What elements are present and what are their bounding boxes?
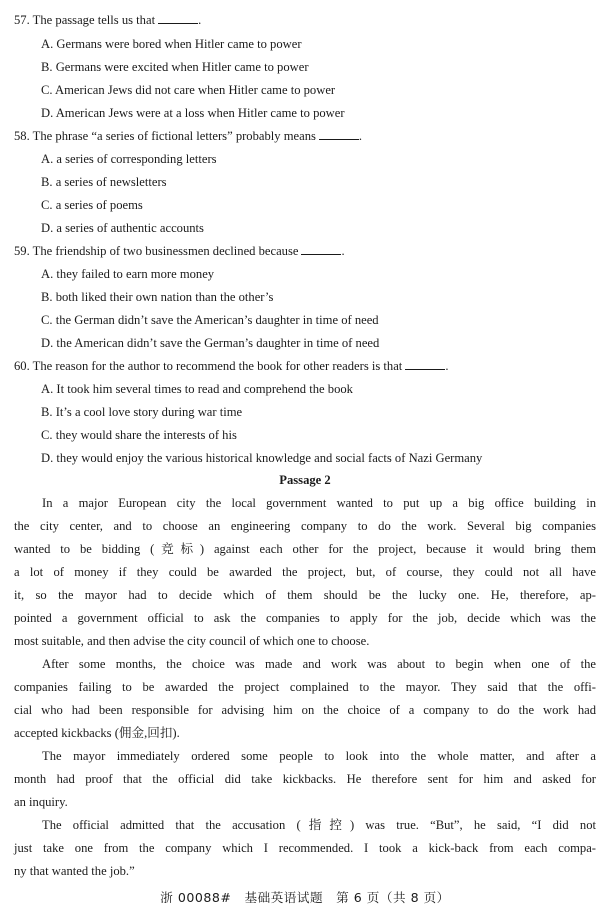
- passage-line: just take one from the company which I recommended. I took a kick-back from each compa-: [14, 841, 596, 855]
- option-57d: D. American Jews were at a loss when Hitler came to power: [41, 106, 345, 120]
- option-57c: C. American Jews did not care when Hitler came to power: [41, 83, 336, 97]
- passage-line: a lot of money if they could be awarded the project, but, of course, they could not all have: [14, 565, 596, 579]
- option-57a: A. Germans were bored when Hitler came to power: [41, 37, 302, 51]
- question-stem: 58. The phrase “a series of fictional letters” probably means: [14, 129, 316, 143]
- passage-line: In a major European city the local government wanted to put up a big office building in: [42, 496, 596, 510]
- answer-blank: [301, 243, 341, 255]
- option-58b: B. a series of newsletters: [41, 175, 167, 189]
- passage-line: ny that wanted the job.”: [14, 864, 135, 878]
- answer-blank: [158, 12, 198, 24]
- option-58a: A. a series of corresponding letters: [41, 152, 217, 166]
- option-59a: A. they failed to earn more money: [41, 267, 215, 281]
- question-59: 59. The friendship of two businessmen declined because .: [14, 244, 345, 258]
- option-58c: C. a series of poems: [41, 198, 143, 212]
- question-57: 57. The passage tells us that .: [14, 13, 202, 27]
- passage-line: an inquiry.: [14, 795, 68, 809]
- option-60d: D. they would enjoy the various historical knowledge and social facts of Nazi Germany: [41, 451, 483, 465]
- option-58d: D. a series of authentic accounts: [41, 221, 204, 235]
- passage-line: month had proof that the official did take kickbacks. He therefore sent for him and asked for: [14, 772, 596, 786]
- answer-blank: [405, 358, 445, 370]
- passage-line: the city center, and to choose an engineering company to do the work. Several big companies: [14, 519, 596, 533]
- answer-blank: [319, 128, 359, 140]
- passage-line: pointed a government official to ask the companies to apply for the job, decide which was the: [14, 611, 596, 625]
- question-60: 60. The reason for the author to recommend the book for other readers is that .: [14, 359, 449, 373]
- question-stem: 57. The passage tells us that: [14, 13, 156, 27]
- question-stem: 60. The reason for the author to recommend the book for other readers is that: [14, 359, 403, 373]
- option-60b: B. It’s a cool love story during war time: [41, 405, 243, 419]
- passage-line: companies failing to be awarded the project complained to the mayor. They said that the offi-: [14, 680, 596, 694]
- passage-heading: Passage 2: [279, 473, 331, 487]
- passage-line: After some months, the choice was made and work was about to begin when one of the: [42, 657, 596, 671]
- option-60c: C. they would share the interests of his: [41, 428, 237, 442]
- passage-line: The mayor immediately ordered some people to look into the whole matter, and after a: [42, 749, 596, 763]
- passage-line: most suitable, and then advise the city council of which one to choose.: [14, 634, 370, 648]
- passage-line: wanted to be bidding (竞标) against each other for the project, because it would bring them: [14, 542, 596, 556]
- option-59d: D. the American didn’t save the German’s daughter in time of need: [41, 336, 380, 350]
- passage-line: The official admitted that the accusation (指控) was true. “But”, he said, “I did not: [42, 818, 596, 832]
- question-58: 58. The phrase “a series of fictional letters” probably means .: [14, 129, 363, 143]
- question-stem: 59. The friendship of two businessmen declined because: [14, 244, 299, 258]
- passage-line: it, so the mayor had to decide which of them should be the lucky one. He, therefore, ap-: [14, 588, 596, 602]
- passage-line: accepted kickbacks (佣金,回扣).: [14, 726, 180, 740]
- option-59c: C. the German didn’t save the American’s daughter in time of need: [41, 313, 379, 327]
- page-footer: 浙 00088# 基础英语试题 第 6 页（共 8 页）: [160, 890, 450, 905]
- option-60a: A. It took him several times to read and comprehend the book: [41, 382, 353, 396]
- passage-line: cial who had been responsible for advising him on the choice of a company to do the work had: [14, 703, 596, 717]
- option-57b: B. Germans were excited when Hitler came to power: [41, 60, 309, 74]
- option-59b: B. both liked their own nation than the other’s: [41, 290, 274, 304]
